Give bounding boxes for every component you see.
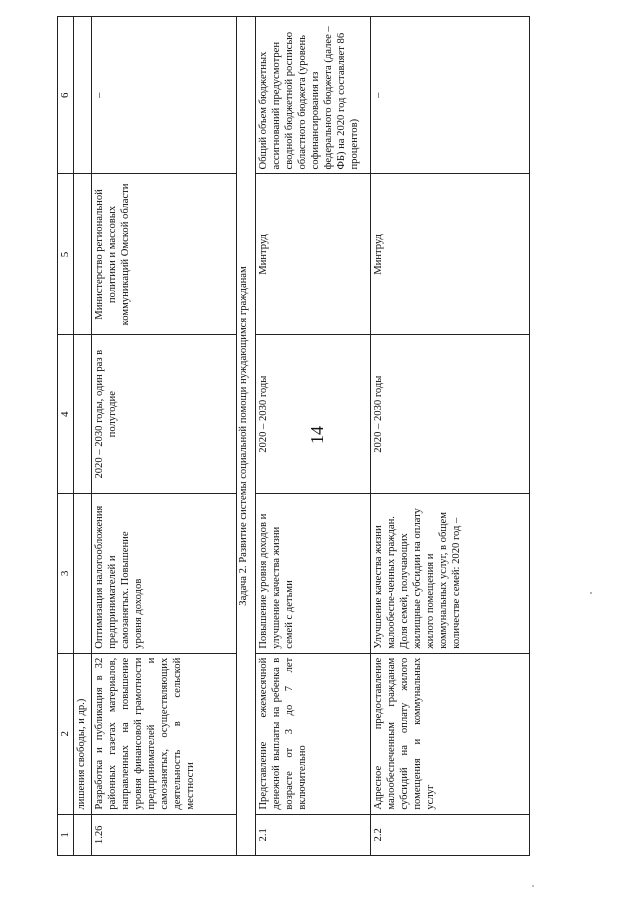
cont-action-cell: лишения свободы, и др.): [74, 653, 92, 814]
row-number: 2.1: [256, 814, 371, 855]
cont-note-cell: [74, 17, 92, 175]
cont-term-cell: [74, 335, 92, 494]
row-term: 2020 – 2030 годы: [371, 335, 530, 494]
table-row: [92, 17, 237, 856]
col-number-6: 6: [58, 17, 74, 175]
continuation-row: [74, 17, 92, 856]
task-heading-row: [237, 17, 256, 856]
row-note: –: [92, 17, 237, 175]
table-row: [256, 17, 371, 856]
measures-table: [57, 16, 530, 856]
row-action: Представление ежемесячной денежной выплаты на ребенка в возрасте от 3 до 7 лет включительно: [256, 653, 371, 814]
row-executor: Министерство региональной политики и массовых коммуникаций Омской области: [92, 174, 237, 335]
cont-executor-cell: [74, 174, 92, 335]
row-executor: Минтруд: [371, 174, 530, 335]
cont-num-cell: [74, 814, 92, 855]
scan-speck: [532, 885, 534, 887]
rotated-table-container: [57, 16, 612, 856]
table-row: [371, 17, 530, 856]
row-number: 2.2: [371, 814, 530, 855]
row-term: 2020 – 2030 годы, один раз в полугодие: [92, 335, 237, 494]
cont-result-cell: [74, 493, 92, 653]
row-result: Повышение уровня доходов и улучшение качества жизни семей с детьми: [256, 493, 371, 653]
row-action: Разработка и публикация в 32 районных газетах материалов, направленных на повышение уровня финансовой грамотности предпринимателей и самозанятых, осуществляющих деятельность в сельской местности: [92, 653, 237, 814]
task-heading: Задача 2. Развитие системы социальной помощи нуждающимся гражданам: [237, 17, 256, 856]
row-note: Общий объем бюджетных ассигнований предусмотрен сводной бюджетной росписью областного бюджета (уровень софинансирования из федерального бюджета (далее – ФБ) на 2020 год составляет 86 процентов): [256, 17, 371, 175]
row-result: Оптимизация налогообложения предпринимателей и самозанятых. Повышение уровня доходов: [92, 493, 237, 653]
column-number-row: [58, 17, 74, 856]
col-number-2: 2: [58, 653, 74, 814]
col-number-3: 3: [58, 493, 74, 653]
row-result: Улучшение качества жизни малообеспе-ченных граждан. Доля семей, получающих жилищные субсидии на оплату жилого помещения и коммунальных услуг, в общем количестве семей: 2020 год –: [371, 493, 530, 653]
row-term: 2020 – 2030 годы: [256, 335, 371, 494]
col-number-5: 5: [58, 174, 74, 335]
scan-speck: [590, 592, 592, 594]
row-number: 1.26: [92, 814, 237, 855]
col-number-1: 1: [58, 814, 74, 855]
row-action: Адресное предоставление малообеспеченным гражданам субсидий на оплату жилого помещения и коммунальных услуг: [371, 653, 530, 814]
row-executor: Минтруд: [256, 174, 371, 335]
col-number-4: 4: [58, 335, 74, 494]
row-note: –: [371, 17, 530, 175]
page-number: 14: [307, 426, 327, 444]
